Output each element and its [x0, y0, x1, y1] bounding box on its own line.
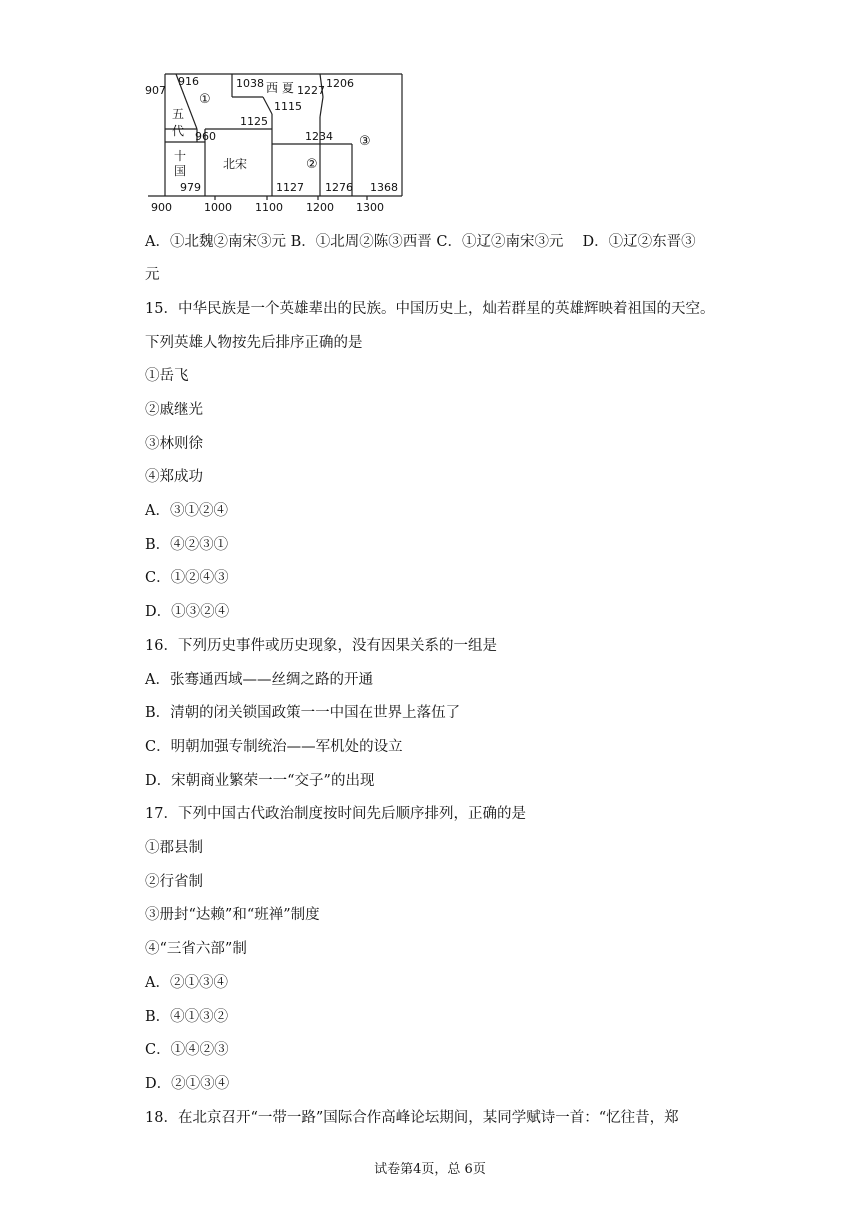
label-1206: 1206: [326, 77, 354, 90]
label-960: 960: [195, 130, 216, 143]
label-1115: 1115: [274, 100, 302, 113]
q18-stem: 18．在北京召开“一带一路”国际合作高峰论坛期间，某同学赋诗一首：“忆往昔，郑: [145, 1110, 679, 1126]
label-907: 907: [145, 84, 166, 97]
q15-option-b: B．④②③①: [145, 537, 229, 553]
q15-item-4: ④郑成功: [145, 469, 203, 485]
q15-item-3: ③林则徐: [145, 436, 203, 452]
q16-option-c: C．明朝加强专制统治——军机处的设立: [145, 739, 403, 755]
q14-options: A．①北魏②南宋③元 B．①北周②陈③西晋 C．①辽②南宋③元 D．①辽②东晋③: [145, 234, 696, 250]
q15-item-1: ①岳飞: [145, 368, 189, 384]
q17-item-1: ①郡县制: [145, 840, 203, 856]
label-beisong: 北宋: [223, 157, 248, 171]
q17-item-4: ④“三省六部”制: [145, 941, 247, 957]
label-xixia: 西 夏: [266, 81, 294, 95]
q14-options-cont: 元: [145, 267, 160, 283]
q15-option-a: A．③①②④: [145, 503, 228, 519]
q17-option-d: D．②①③④: [145, 1076, 230, 1092]
axis-900: 900: [151, 201, 172, 214]
label-circle-3: ③: [359, 134, 371, 149]
label-wudai-1: 五: [172, 107, 185, 121]
label-1125: 1125: [240, 115, 268, 128]
q15-option-d: D．①③②④: [145, 604, 230, 620]
q16-stem: 16．下列历史事件或历史现象，没有因果关系的一组是: [145, 638, 497, 654]
label-wudai-2: 代: [172, 124, 185, 138]
label-1127: 1127: [276, 181, 304, 194]
label-circle-2: ②: [306, 157, 318, 172]
label-979: 979: [180, 181, 201, 194]
q17-stem: 17．下列中国古代政治制度按时间先后顺序排列，正确的是: [145, 806, 526, 822]
timeline-diagram: [0, 0, 860, 225]
label-1227: 1227: [297, 84, 325, 97]
q17-option-c: C．①④②③: [145, 1042, 229, 1058]
q15-stem-2: 下列英雄人物按先后排序正确的是: [145, 335, 363, 351]
label-1276: 1276: [325, 181, 353, 194]
axis-1200: 1200: [306, 201, 334, 214]
page-footer: 试卷第4页，总 6页: [374, 1162, 486, 1177]
q15-item-2: ②戚继光: [145, 402, 203, 418]
q16-option-d: D．宋朝商业繁荣一一“交子”的出现: [145, 773, 375, 789]
axis-1000: 1000: [204, 201, 232, 214]
axis-1300: 1300: [356, 201, 384, 214]
label-circle-1: ①: [199, 92, 211, 107]
q15-stem-1: 15．中华民族是一个英雄辈出的民族。中国历史上，灿若群星的英雄辉映着祖国的天空。: [145, 301, 715, 317]
label-guo: 国: [174, 164, 187, 178]
q17-item-3: ③册封“达赖”和“班禅”制度: [145, 907, 320, 923]
q15-option-c: C．①②④③: [145, 570, 229, 586]
q16-option-a: A．张骞通西域——丝绸之路的开通: [145, 672, 373, 688]
q17-option-b: B．④①③②: [145, 1009, 229, 1025]
label-1368: 1368: [370, 181, 398, 194]
axis-1100: 1100: [255, 201, 283, 214]
label-shi: 十: [174, 149, 187, 163]
label-1234: 1234: [305, 130, 333, 143]
q17-item-2: ②行省制: [145, 874, 203, 890]
q16-option-b: B．清朝的闭关锁国政策一一中国在世界上落伍了: [145, 705, 461, 721]
q17-option-a: A．②①③④: [145, 975, 228, 991]
label-916: 916: [178, 75, 199, 88]
label-1038: 1038: [236, 77, 264, 90]
